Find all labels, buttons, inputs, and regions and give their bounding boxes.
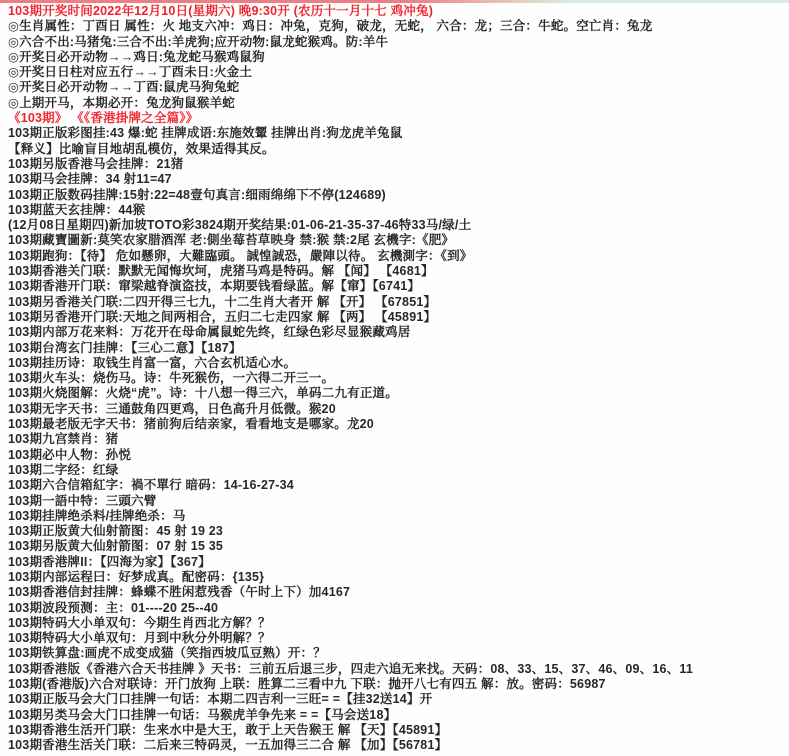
text-line: 103期(香港版)六合对联诗：开门放狗 上联：胜算二三看中九 下联：抛开八七有四五 解：放。密码：56987 <box>8 677 606 692</box>
text-line: 103期内部万花来料：万花开在母命属鼠蛇先终，红绿色彩尽显猴藏鸡居 <box>8 325 411 340</box>
text-line: ◎开奖日日柱对应五行→→丁酉未日:火金土 <box>8 65 253 80</box>
text-line: 【释义】比喻盲目地胡乱模仿，效果适得其反。 <box>8 141 275 156</box>
text-line: ◎生肖属性：丁酉日 属性：火 地支六冲：鸡日：冲兔，克狗，破龙，无蛇， 六合：龙；三合：牛蛇。空亡肖：兔龙 <box>8 19 653 34</box>
text-line: 103期九宫禁肖：猪 <box>8 432 119 447</box>
text-line: ◎开奖日必开动物→→丁酉:鼠虎马狗兔蛇 <box>8 80 240 95</box>
text-line: 103期另类马会大门口挂牌一句话：马猴虎羊争先来 = =【马会送18】 <box>8 707 397 722</box>
text-line: 103期马会挂牌：34 射11=47 <box>8 172 172 187</box>
text-line: 103期香港生活关门联：二后来三特码灵，一五加得三二合 解 【加】【56781】 <box>8 738 448 753</box>
text-line: 103期香港生活开门联：生来水中是大王，敢于上天告猴王 解 【天】【45891】 <box>8 722 448 737</box>
text-line: 103期必中人物：孙悦 <box>8 447 132 462</box>
text-line: 103期无字天书：三通鼓角四更鸡，日色高升月低微。猴20 <box>8 401 336 416</box>
text-line: 103期正版黄大仙射箭图：45 射 19 23 <box>8 524 224 539</box>
text-line: 103期香港开门联：窜梁越脊演盗技，本期要钱看绿蓝。解【窜】【6741】 <box>8 279 421 294</box>
text-line: 103期香港信封挂牌：蜂蝶不胜闲惹残香（午时上下）加4167 <box>8 585 351 600</box>
content-lines <box>8 4 789 754</box>
text-line: 103期香港牌II：【四海为家】【367】 <box>8 554 211 569</box>
text-line: (12月08日星期四)新加坡TOTO彩3824期开奖结果:01-06-21-35-37-46特33马/绿/土 <box>8 218 472 233</box>
text-line: 103期蓝天玄挂牌：44猴 <box>8 202 146 217</box>
text-line: 103期跑狗：【待】 危如懸卵，大難臨頭。 誠惶誠恐，嚴陣以待。 玄機測字：《到》 <box>8 248 473 263</box>
text-line: ◎开奖日必开动物→→鸡日:兔龙蛇马猴鸡鼠狗 <box>8 49 265 64</box>
text-line: 103期特码大小单双句：今期生肖西北方解？？ <box>8 615 271 630</box>
text-line: 103期波段预测：主：01----20 25--40 <box>8 600 219 615</box>
text-line: 103期六合信箱紅字：禍不單行 暗码：14-16-27-34 <box>8 478 294 493</box>
text-line: 103期台湾玄门挂牌：【三心二意】【187】 <box>8 340 242 355</box>
text-line: 103期挂历诗：取钱生肖富一富，六合玄机适心水。 <box>8 355 297 370</box>
text-line: 103期正版彩图挂:43 爆:蛇 挂牌成语:东施效颦 挂牌出肖:狗龙虎羊兔鼠 <box>8 126 403 141</box>
top-border-strip <box>0 0 789 3</box>
text-line: 103期另版黄大仙射箭图：07 射 15 35 <box>8 539 224 554</box>
text-line: 103期铁算盘:画虎不成变成猫（笑指西坡瓜豆熟）开：？ <box>8 646 326 661</box>
text-line: 103期一語中特：三頭六臂 <box>8 493 157 508</box>
text-line: 103期火烧图解：火烧“虎”。诗：十八想一得三六，单码二九有正道。 <box>8 386 398 401</box>
text-line: 103期藏寶圖新:莫笑农家腊酒浑 老:側坐莓苔草映身 禁:猴 禁:2尾 玄機字:《肥》 <box>8 233 455 248</box>
text-line: 103期火车头：烧伤马。诗：牛死猴伤，一六得二开三一。 <box>8 371 335 386</box>
text-line: 103期正版数码挂牌:15射:22=48壹句真言:细雨绵绵下不停(124689) <box>8 187 386 202</box>
text-line: 《103期》 《《香港掛牌之全篇》》 <box>8 111 199 126</box>
text-line: 103期香港关门联：默默无闻悔坎坷，虎猪马鸡是特码。解 【闻】 【4681】 <box>8 264 434 279</box>
text-line: 103期挂牌绝杀料/挂牌绝杀：马 <box>8 508 186 523</box>
text-line: 103期内部运程曰：好梦成真。配密码：{135} <box>8 569 265 584</box>
text-line: 103期开奖时间2022年12月10日(星期六) 晚9:30开 (农历十一月十七 鸡冲兔) <box>8 4 434 18</box>
text-line: 103期另版香港马会挂牌：21猪 <box>8 156 184 171</box>
text-line: ◎六合不出:马猪兔:三合不出:羊虎狗;应开动物:鼠龙蛇猴鸡。防:羊牛 <box>8 34 389 49</box>
text-line: 103期另香港开门联:天地之间两相合，五归二七走四家 解 【两】 【45891】 <box>8 309 437 324</box>
text-line: 103期最老版无字天书：猪前狗后结亲家，看看地支是哪家。龙20 <box>8 417 374 432</box>
text-line: 103期香港版《香港六合天书挂牌 》天书：三前五后退三步，四走六追无来找。天码：08、33、15、37、46、09、16、11 <box>8 661 693 676</box>
text-line: 103期二字经：红绿 <box>8 462 119 477</box>
text-line: 103期另香港关门联:二四开得三七九，十二生肖大者开 解 【开】 【67851】 <box>8 294 437 309</box>
text-line: 103期特码大小单双句：月到中秋分外明解？？ <box>8 631 271 646</box>
text-line: ◎上期开马，本期必开：兔龙狗鼠猴羊蛇 <box>8 95 236 110</box>
text-line: 103期正版马会大门口挂牌一句话：本期二四吉利一三旺= =【挂32送14】开 <box>8 692 433 707</box>
